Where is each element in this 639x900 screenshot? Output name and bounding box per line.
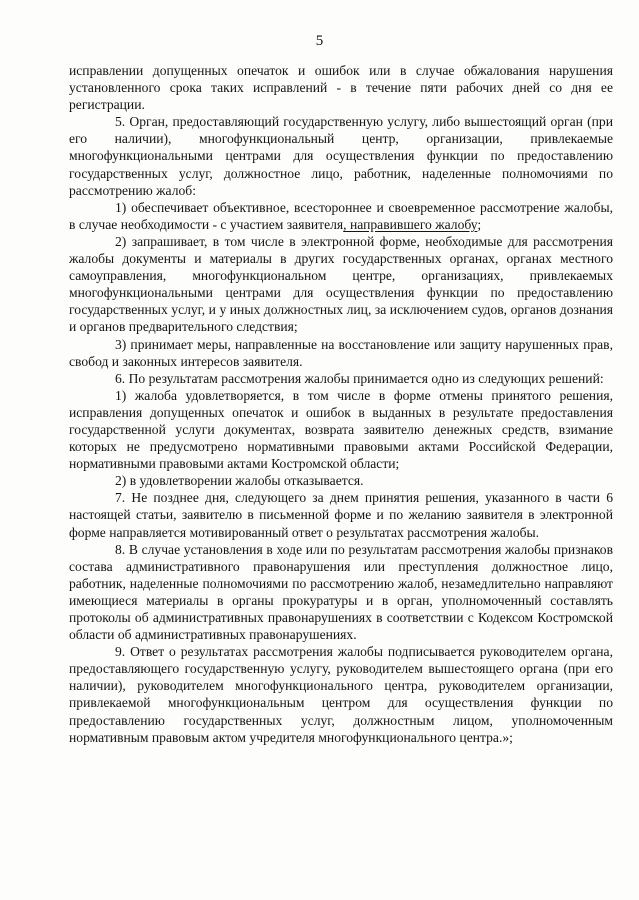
document-body bbox=[69, 62, 613, 746]
page-number: 5 bbox=[315, 33, 324, 49]
paragraph-clause-9: 9. Ответ о результатах рассмотрения жалобы подписывается руководителем органа, предоставляющего государственную услугу, руководителем вышестоящего органа (при его наличии), руководителем многофункционального центра, руководителем организации, привлекаемой многофункциональным центром для осуществления функции по предоставлению государственных услуг, должностным лицом, уполномоченным нормативным правовым актом учредителя многофункционального центра.»; bbox=[69, 644, 613, 745]
paragraph-continuation: исправлении допущенных опечаток и ошибок или в случае обжалования нарушения установленного срока таких исправлений - в течение пяти рабочих дней со дня ее регистрации. bbox=[69, 63, 613, 113]
paragraph-clause-6-item-2: 2) в удовлетворении жалобы отказывается. bbox=[115, 473, 364, 489]
paragraph-clause-6: 6. По результатам рассмотрения жалобы принимается одно из следующих решений: bbox=[115, 370, 604, 386]
underlined-phrase: , направившего жалобу bbox=[343, 216, 478, 232]
paragraph-clause-5-item-3: 3) принимает меры, направленные на восстановление или защиту нарушенных прав, свобод и законных интересов заявителя. bbox=[69, 336, 613, 369]
paragraph-clause-5-item-2: 2) запрашивает, в том числе в электронной форме, необходимые для рассмотрения жалобы документы и материалы в других государственных органах, органах местного самоуправления, многофункциональном центре, организациях, привлекаемых многофункциональными центрами для осуществления функции по предоставлению государственных услуг, и у иных должностных лиц, за исключением судов, органов дознания и органов предварительного следствия; bbox=[69, 233, 613, 335]
paragraph-clause-6-item-1: 1) жалоба удовлетворяется, в том числе в форме отмены принятого решения, исправления допущенных опечаток и ошибок в выданных в результате предоставления государственной услуги документах, возврата заявителю денежных средств, взимание которых не предусмотрено нормативными правовыми актами Российской Федерации, нормативными правовыми актами Костромской области; bbox=[69, 387, 613, 472]
paragraph-clause-7: 7. Не позднее дня, следующего за днем принятия решения, указанного в части 6 настоящей статьи, заявителю в письменной форме и по желанию заявителя в электронной форме направляется мотивированный ответ о результатах рассмотрения жалобы. bbox=[69, 490, 613, 540]
paragraph-clause-5: 5. Орган, предоставляющий государственную услугу, либо вышестоящий орган (при его наличии), многофункциональный центр, организации, привлекаемые многофункциональными центрами для осуществления функции по предоставлению государственных услуг, должностное лицо, работник, наделенные полномочиями по рассмотрению жалоб: bbox=[69, 114, 613, 198]
paragraph-clause-5-item-1 bbox=[69, 199, 613, 233]
item-1-end: ; bbox=[477, 216, 482, 232]
item-1-text: 1) обеспечивает объективное, всестороннее и своевременное рассмотрение жалобы, в случае необходимости - с участием заявителя bbox=[69, 199, 613, 232]
paragraph-clause-8: 8. В случае установления в ходе или по результатам рассмотрения жалобы признаков состава административного правонарушения или преступления должностное лицо, работник, наделенные полномочиями по рассмотрению жалоб, незамедлительно направляют имеющиеся материалы в органы прокуратуры и в орган, уполномоченный составлять протоколы об административных правонарушениях в соответствии с Кодексом Костромской области об административных правонарушениях. bbox=[69, 541, 613, 643]
